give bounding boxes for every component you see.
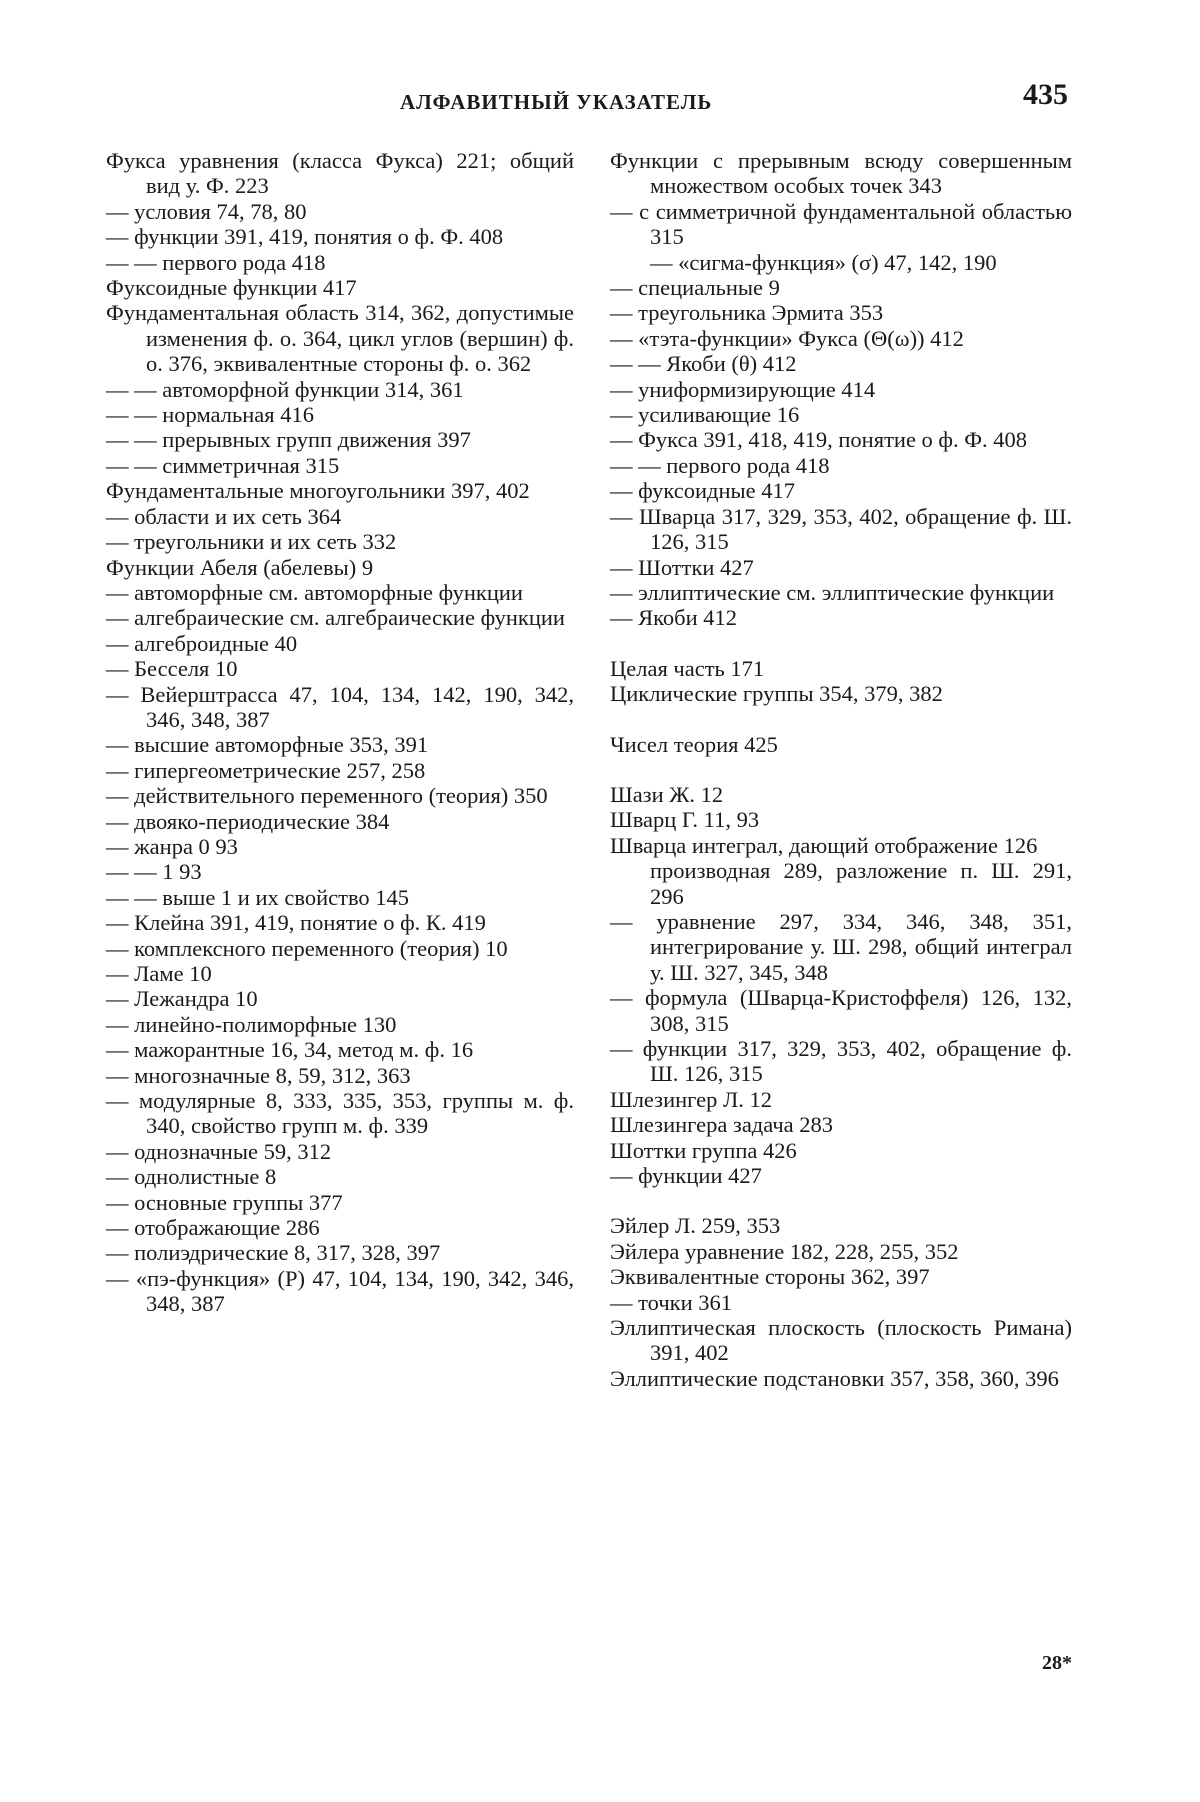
- index-entry: — треугольника Эрмита 353: [610, 300, 884, 326]
- index-entry: Фуксоидные функции 417: [106, 275, 357, 301]
- index-entry: Шлезингера задача 283: [610, 1112, 834, 1138]
- page-number: 435: [1023, 78, 1068, 111]
- index-entry: — многозначные 8, 59, 312, 363: [106, 1062, 411, 1088]
- index-column-right: [610, 148, 1072, 1391]
- index-entry: — — нормальная 416: [106, 402, 314, 428]
- index-entry: — линейно-полиморфные 130: [106, 1011, 397, 1037]
- index-entry: — эллиптические см. эллиптические функции: [610, 579, 1055, 605]
- index-entry: — Фукса 391, 418, 419, понятие о ф. Ф. 408: [610, 427, 1028, 453]
- index-entry: Шази Ж. 12: [610, 781, 724, 807]
- index-entry: — мажорантные 16, 34, метод м. ф. 16: [106, 1037, 474, 1063]
- index-entry: — модулярные 8, 333, 335, 353, группы м. ф. 340, свойство групп м. ф. 339: [106, 1088, 574, 1139]
- index-entry: Эллиптическая плоскость (плоскость Римана) 391, 402: [610, 1315, 1072, 1366]
- index-entry: — гипергеометрические 257, 258: [106, 757, 426, 783]
- index-entry: — — прерывных групп движения 397: [106, 427, 471, 453]
- index-entry: — формула (Шварца-Кристоффеля) 126, 132, 308, 315: [610, 985, 1072, 1036]
- index-entry: Эйлера уравнение 182, 228, 255, 352: [610, 1238, 959, 1264]
- index-entry: Циклические группы 354, 379, 382: [610, 681, 943, 707]
- index-entry: Чисел теория 425: [610, 731, 778, 757]
- index-entry: — действительного переменного (теория) 350: [106, 783, 548, 809]
- index-entry: — области и их сеть 364: [106, 503, 342, 529]
- index-entry: — усиливающие 16: [610, 402, 800, 428]
- index-entry: — «пэ-функция» (P) 47, 104, 134, 190, 342, 346, 348, 387: [106, 1265, 574, 1317]
- index-entry: — Ламе 10: [106, 961, 212, 986]
- letter-section-gap: [610, 1188, 1072, 1213]
- index-entry: — основные группы 377: [106, 1189, 343, 1215]
- index-entry: — Клейна 391, 419, понятие о ф. К. 419: [106, 910, 486, 936]
- index-entry: — — первого рода 418: [610, 452, 830, 478]
- index-entry: Эквивалентные стороны 362, 397: [610, 1264, 930, 1290]
- index-entry: — специальные 9: [610, 275, 780, 301]
- index-entry: Целая часть 171: [610, 655, 765, 681]
- index-entry: — — 1 93: [106, 859, 202, 885]
- index-entry: Фундаментальные многоугольники 397, 402: [106, 478, 530, 504]
- index-entry: — — автоморфной функции 314, 361: [106, 376, 464, 402]
- letter-section-gap: [610, 757, 1072, 782]
- index-entry: — функции 391, 419, понятия о ф. Ф. 408: [106, 224, 504, 250]
- index-entry: Эллиптические подстановки 357, 358, 360, 396: [610, 1365, 1059, 1391]
- index-entry: — двояко-периодические 384: [106, 808, 390, 834]
- index-entry: Шварц Г. 11, 93: [610, 807, 760, 833]
- index-entry: — отображающие 286: [106, 1215, 320, 1241]
- running-header-title: АЛФАВИТНЫЙ УКАЗАТЕЛЬ: [400, 90, 713, 114]
- index-entry: — комплексного переменного (теория) 10: [106, 935, 508, 961]
- index-entry: — жанра 0 93: [106, 833, 238, 859]
- index-entry: — алгеброидные 40: [106, 630, 298, 656]
- index-entry: — алгебраические см. алгебраические функции: [106, 605, 565, 631]
- index-entry: Шоттки группа 426: [610, 1137, 797, 1163]
- index-entry: — фуксоидные 417: [610, 478, 796, 504]
- index-entry: — «сигма-функция» (σ) 47, 142, 190: [650, 249, 997, 275]
- index-entry: — автоморфные см. автоморфные функции: [106, 579, 523, 605]
- index-column-left: [106, 148, 574, 1317]
- index-entry: Функции Абеля (абелевы) 9: [106, 554, 374, 580]
- index-entry: — однозначные 59, 312: [106, 1138, 332, 1164]
- index-entry: — функции 317, 329, 353, 402, обращение ф. Ш. 126, 315: [610, 1036, 1072, 1087]
- index-entry: — точки 361: [610, 1289, 732, 1315]
- index-entry: Фундаментальная область 314, 362, допустимые изменения ф. о. 364, цикл углов (вершин) ф. о. 376, эквивалентные стороны ф. о. 362: [106, 300, 574, 377]
- index-entry: Функции с прерывным всюду совершенным множеством особых точек 343: [610, 148, 1072, 199]
- index-entry: — с симметричной фундаментальной областью 315: [610, 198, 1072, 250]
- letter-section-gap: [610, 631, 1072, 656]
- index-entry: Шлезингер Л. 12: [610, 1086, 772, 1112]
- index-entry: Эйлер Л. 259, 353: [610, 1213, 781, 1239]
- letter-section-gap: [610, 707, 1072, 732]
- index-entry: — Вейерштрасса 47, 104, 134, 142, 190, 342, 346, 348, 387: [106, 681, 574, 732]
- index-entry: — Бесселя 10: [106, 656, 238, 682]
- index-entry: — однолистные 8: [106, 1164, 277, 1190]
- index-entry: — Шварца 317, 329, 353, 402, обращение ф. Ш. 126, 315: [610, 503, 1072, 555]
- index-entry: — уравнение 297, 334, 346, 348, 351, интегрирование у. Ш. 298, общий интеграл у. Ш. 327, 345, 348: [610, 908, 1072, 985]
- index-entry: — «тэта-функции» Фукса (Θ(ω)) 412: [610, 325, 964, 351]
- index-entry: — Шоттки 427: [610, 554, 754, 580]
- index-entry: — Лежандра 10: [106, 986, 258, 1012]
- index-entry: — униформизирующие 414: [610, 376, 876, 402]
- index-entry: — треугольники и их сеть 332: [106, 529, 397, 555]
- index-entry: — полиэдрические 8, 317, 328, 397: [106, 1240, 441, 1266]
- index-entry: — условия 74, 78, 80: [106, 198, 307, 224]
- index-entry: — Якоби 412: [610, 605, 738, 631]
- index-entry: — — симметричная 315: [106, 452, 340, 478]
- signature-mark: 28*: [1042, 1652, 1072, 1674]
- index-entry: — функции 427: [610, 1163, 762, 1189]
- index-entry: — — выше 1 и их свойство 145: [106, 884, 410, 910]
- index-entry: — — Якоби (θ) 412: [610, 351, 797, 377]
- index-entry: — — первого рода 418: [106, 249, 326, 275]
- index-entry: Фукса уравнения (класса Фукса) 221; общий вид у. Ф. 223: [106, 148, 574, 199]
- index-entry: производная 289, разложение п. Ш. 291, 296: [650, 858, 1072, 909]
- index-entry: Шварца интеграл, дающий отображение 126: [610, 832, 1038, 858]
- index-entry: — высшие автоморфные 353, 391: [106, 732, 429, 758]
